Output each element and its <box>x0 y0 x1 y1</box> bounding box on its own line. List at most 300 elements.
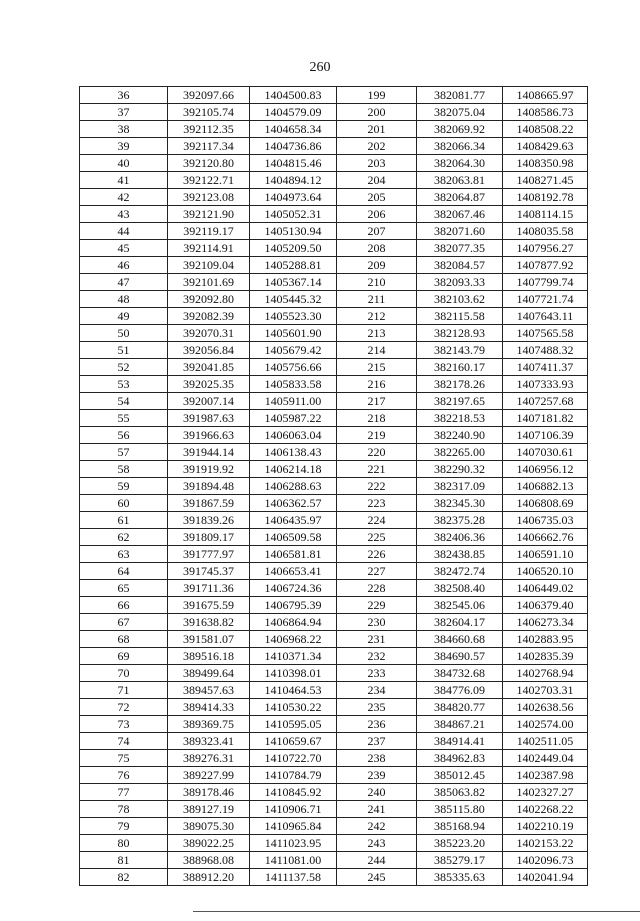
x-coordinate-left: 389457.63 <box>168 682 250 699</box>
point-number-right: 208 <box>337 240 417 257</box>
x-coordinate-right: 382317.09 <box>417 478 503 495</box>
x-coordinate-left: 392109.04 <box>168 257 250 274</box>
table-row <box>80 648 588 665</box>
x-coordinate-left: 392092.80 <box>168 291 250 308</box>
y-coordinate-left: 1410906.71 <box>250 801 337 818</box>
point-number-right: 224 <box>337 512 417 529</box>
point-number-left: 41 <box>80 172 168 189</box>
y-coordinate-right: 1408586.73 <box>503 104 588 121</box>
point-number-left: 53 <box>80 376 168 393</box>
y-coordinate-right: 1407721.74 <box>503 291 588 308</box>
y-coordinate-right: 1407799.74 <box>503 274 588 291</box>
y-coordinate-left: 1405756.66 <box>250 359 337 376</box>
y-coordinate-left: 1406138.43 <box>250 444 337 461</box>
point-number-right: 206 <box>337 206 417 223</box>
x-coordinate-left: 388968.08 <box>168 852 250 869</box>
point-number-right: 226 <box>337 546 417 563</box>
point-number-left: 44 <box>80 223 168 240</box>
y-coordinate-right: 1408350.98 <box>503 155 588 172</box>
y-coordinate-left: 1406653.41 <box>250 563 337 580</box>
y-coordinate-left: 1405445.32 <box>250 291 337 308</box>
y-coordinate-right: 1408429.63 <box>503 138 588 155</box>
point-number-right: 228 <box>337 580 417 597</box>
point-number-left: 66 <box>80 597 168 614</box>
x-coordinate-right: 382093.33 <box>417 274 503 291</box>
y-coordinate-left: 1406362.57 <box>250 495 337 512</box>
table-row <box>80 121 588 138</box>
x-coordinate-left: 389516.18 <box>168 648 250 665</box>
y-coordinate-left: 1410530.22 <box>250 699 337 716</box>
table-row <box>80 189 588 206</box>
x-coordinate-left: 391777.97 <box>168 546 250 563</box>
y-coordinate-right: 1402096.73 <box>503 852 588 869</box>
table-row <box>80 682 588 699</box>
x-coordinate-right: 382218.53 <box>417 410 503 427</box>
table-row <box>80 563 588 580</box>
point-number-right: 238 <box>337 750 417 767</box>
point-number-right: 239 <box>337 767 417 784</box>
y-coordinate-left: 1411081.00 <box>250 852 337 869</box>
y-coordinate-left: 1410595.05 <box>250 716 337 733</box>
y-coordinate-left: 1405911.00 <box>250 393 337 410</box>
table-row <box>80 87 588 104</box>
point-number-right: 201 <box>337 121 417 138</box>
point-number-left: 54 <box>80 393 168 410</box>
y-coordinate-left: 1404658.34 <box>250 121 337 138</box>
y-coordinate-right: 1402153.22 <box>503 835 588 852</box>
table-row <box>80 852 588 869</box>
table-row <box>80 546 588 563</box>
y-coordinate-left: 1405987.22 <box>250 410 337 427</box>
point-number-left: 37 <box>80 104 168 121</box>
y-coordinate-right: 1407488.32 <box>503 342 588 359</box>
y-coordinate-right: 1407565.58 <box>503 325 588 342</box>
point-number-right: 205 <box>337 189 417 206</box>
point-number-right: 231 <box>337 631 417 648</box>
point-number-left: 50 <box>80 325 168 342</box>
table-row <box>80 495 588 512</box>
x-coordinate-right: 382508.40 <box>417 580 503 597</box>
y-coordinate-right: 1408271.45 <box>503 172 588 189</box>
y-coordinate-right: 1402835.39 <box>503 648 588 665</box>
point-number-right: 227 <box>337 563 417 580</box>
x-coordinate-right: 382115.58 <box>417 308 503 325</box>
point-number-right: 199 <box>337 87 417 104</box>
x-coordinate-left: 391944.14 <box>168 444 250 461</box>
x-coordinate-right: 382066.34 <box>417 138 503 155</box>
y-coordinate-right: 1406379.40 <box>503 597 588 614</box>
x-coordinate-left: 391867.59 <box>168 495 250 512</box>
x-coordinate-left: 392105.74 <box>168 104 250 121</box>
y-coordinate-right: 1406449.02 <box>503 580 588 597</box>
point-number-left: 36 <box>80 87 168 104</box>
point-number-left: 60 <box>80 495 168 512</box>
y-coordinate-right: 1408114.15 <box>503 206 588 223</box>
point-number-left: 79 <box>80 818 168 835</box>
y-coordinate-left: 1406864.94 <box>250 614 337 631</box>
point-number-right: 219 <box>337 427 417 444</box>
y-coordinate-right: 1402703.31 <box>503 682 588 699</box>
y-coordinate-left: 1406968.22 <box>250 631 337 648</box>
y-coordinate-right: 1407106.39 <box>503 427 588 444</box>
x-coordinate-right: 382545.06 <box>417 597 503 614</box>
point-number-left: 42 <box>80 189 168 206</box>
y-coordinate-right: 1407956.27 <box>503 240 588 257</box>
x-coordinate-right: 382128.93 <box>417 325 503 342</box>
x-coordinate-left: 391809.17 <box>168 529 250 546</box>
table-row <box>80 699 588 716</box>
point-number-right: 225 <box>337 529 417 546</box>
point-number-right: 243 <box>337 835 417 852</box>
table-row <box>80 257 588 274</box>
point-number-left: 72 <box>80 699 168 716</box>
point-number-right: 215 <box>337 359 417 376</box>
y-coordinate-right: 1406735.03 <box>503 512 588 529</box>
table-row <box>80 223 588 240</box>
y-coordinate-left: 1405130.94 <box>250 223 337 240</box>
table-row <box>80 478 588 495</box>
x-coordinate-left: 389323.41 <box>168 733 250 750</box>
table-row <box>80 444 588 461</box>
x-coordinate-left: 392097.66 <box>168 87 250 104</box>
y-coordinate-right: 1402387.98 <box>503 767 588 784</box>
point-number-right: 241 <box>337 801 417 818</box>
y-coordinate-right: 1402574.00 <box>503 716 588 733</box>
point-number-left: 49 <box>80 308 168 325</box>
table-row <box>80 325 588 342</box>
point-number-left: 69 <box>80 648 168 665</box>
point-number-right: 203 <box>337 155 417 172</box>
table-row <box>80 733 588 750</box>
point-number-left: 39 <box>80 138 168 155</box>
table-row <box>80 835 588 852</box>
table-row <box>80 172 588 189</box>
y-coordinate-left: 1404894.12 <box>250 172 337 189</box>
y-coordinate-left: 1405601.90 <box>250 325 337 342</box>
x-coordinate-left: 391839.26 <box>168 512 250 529</box>
y-coordinate-left: 1406063.04 <box>250 427 337 444</box>
x-coordinate-left: 389369.75 <box>168 716 250 733</box>
x-coordinate-left: 389022.25 <box>168 835 250 852</box>
point-number-left: 51 <box>80 342 168 359</box>
y-coordinate-right: 1408035.58 <box>503 223 588 240</box>
y-coordinate-right: 1402511.05 <box>503 733 588 750</box>
point-number-right: 207 <box>337 223 417 240</box>
x-coordinate-left: 392117.34 <box>168 138 250 155</box>
y-coordinate-left: 1404973.64 <box>250 189 337 206</box>
y-coordinate-right: 1402327.27 <box>503 784 588 801</box>
point-number-right: 244 <box>337 852 417 869</box>
y-coordinate-left: 1410845.92 <box>250 784 337 801</box>
x-coordinate-left: 391919.92 <box>168 461 250 478</box>
y-coordinate-left: 1410398.01 <box>250 665 337 682</box>
point-number-left: 67 <box>80 614 168 631</box>
point-number-left: 45 <box>80 240 168 257</box>
point-number-right: 220 <box>337 444 417 461</box>
x-coordinate-right: 384732.68 <box>417 665 503 682</box>
x-coordinate-left: 391894.48 <box>168 478 250 495</box>
point-number-left: 52 <box>80 359 168 376</box>
point-number-right: 200 <box>337 104 417 121</box>
x-coordinate-left: 392056.84 <box>168 342 250 359</box>
table-row <box>80 206 588 223</box>
point-number-left: 73 <box>80 716 168 733</box>
y-coordinate-right: 1407181.82 <box>503 410 588 427</box>
x-coordinate-left: 391987.63 <box>168 410 250 427</box>
x-coordinate-right: 382063.81 <box>417 172 503 189</box>
bottom-rule <box>193 911 640 912</box>
y-coordinate-right: 1406591.10 <box>503 546 588 563</box>
x-coordinate-right: 382472.74 <box>417 563 503 580</box>
point-number-right: 234 <box>337 682 417 699</box>
x-coordinate-left: 389178.46 <box>168 784 250 801</box>
point-number-left: 43 <box>80 206 168 223</box>
x-coordinate-right: 382067.46 <box>417 206 503 223</box>
y-coordinate-right: 1406882.13 <box>503 478 588 495</box>
x-coordinate-left: 389499.64 <box>168 665 250 682</box>
x-coordinate-left: 391581.07 <box>168 631 250 648</box>
y-coordinate-right: 1408508.22 <box>503 121 588 138</box>
x-coordinate-left: 391966.63 <box>168 427 250 444</box>
x-coordinate-left: 388912.20 <box>168 869 250 886</box>
point-number-right: 223 <box>337 495 417 512</box>
point-number-left: 74 <box>80 733 168 750</box>
y-coordinate-right: 1402638.56 <box>503 699 588 716</box>
point-number-left: 64 <box>80 563 168 580</box>
x-coordinate-right: 382197.65 <box>417 393 503 410</box>
point-number-left: 59 <box>80 478 168 495</box>
point-number-left: 56 <box>80 427 168 444</box>
y-coordinate-left: 1406795.39 <box>250 597 337 614</box>
x-coordinate-left: 392119.17 <box>168 223 250 240</box>
x-coordinate-right: 382081.77 <box>417 87 503 104</box>
x-coordinate-right: 382290.32 <box>417 461 503 478</box>
y-coordinate-right: 1406662.76 <box>503 529 588 546</box>
y-coordinate-left: 1411023.95 <box>250 835 337 852</box>
x-coordinate-left: 392121.90 <box>168 206 250 223</box>
y-coordinate-left: 1405523.30 <box>250 308 337 325</box>
y-coordinate-left: 1410784.79 <box>250 767 337 784</box>
point-number-left: 76 <box>80 767 168 784</box>
table-row <box>80 716 588 733</box>
x-coordinate-left: 392070.31 <box>168 325 250 342</box>
table-row <box>80 818 588 835</box>
x-coordinate-left: 392025.35 <box>168 376 250 393</box>
y-coordinate-left: 1406724.36 <box>250 580 337 597</box>
table-row <box>80 291 588 308</box>
y-coordinate-left: 1405052.31 <box>250 206 337 223</box>
point-number-right: 242 <box>337 818 417 835</box>
x-coordinate-right: 384776.09 <box>417 682 503 699</box>
table-row <box>80 512 588 529</box>
point-number-left: 80 <box>80 835 168 852</box>
y-coordinate-left: 1404815.46 <box>250 155 337 172</box>
table-row <box>80 750 588 767</box>
x-coordinate-left: 389276.31 <box>168 750 250 767</box>
point-number-right: 221 <box>337 461 417 478</box>
table-row <box>80 308 588 325</box>
y-coordinate-left: 1404736.86 <box>250 138 337 155</box>
x-coordinate-right: 384820.77 <box>417 699 503 716</box>
x-coordinate-left: 391638.82 <box>168 614 250 631</box>
table-row <box>80 342 588 359</box>
point-number-right: 229 <box>337 597 417 614</box>
point-number-right: 236 <box>337 716 417 733</box>
x-coordinate-left: 389227.99 <box>168 767 250 784</box>
point-number-right: 217 <box>337 393 417 410</box>
point-number-left: 78 <box>80 801 168 818</box>
y-coordinate-right: 1402210.19 <box>503 818 588 835</box>
point-number-right: 233 <box>337 665 417 682</box>
table-row <box>80 410 588 427</box>
point-number-right: 216 <box>337 376 417 393</box>
table-row <box>80 461 588 478</box>
page-number: 260 <box>309 60 331 75</box>
y-coordinate-left: 1405288.81 <box>250 257 337 274</box>
x-coordinate-right: 382345.30 <box>417 495 503 512</box>
y-coordinate-left: 1410659.67 <box>250 733 337 750</box>
x-coordinate-left: 389414.33 <box>168 699 250 716</box>
point-number-right: 210 <box>337 274 417 291</box>
point-number-left: 58 <box>80 461 168 478</box>
table-row <box>80 138 588 155</box>
table-row <box>80 869 588 886</box>
x-coordinate-left: 391675.59 <box>168 597 250 614</box>
point-number-right: 232 <box>337 648 417 665</box>
x-coordinate-left: 392123.08 <box>168 189 250 206</box>
x-coordinate-right: 382160.17 <box>417 359 503 376</box>
point-number-left: 46 <box>80 257 168 274</box>
x-coordinate-right: 382438.85 <box>417 546 503 563</box>
point-number-right: 202 <box>337 138 417 155</box>
x-coordinate-right: 384867.21 <box>417 716 503 733</box>
y-coordinate-right: 1407030.61 <box>503 444 588 461</box>
table-body <box>80 87 588 886</box>
y-coordinate-left: 1404500.83 <box>250 87 337 104</box>
x-coordinate-right: 382084.57 <box>417 257 503 274</box>
table-row <box>80 376 588 393</box>
y-coordinate-right: 1406808.69 <box>503 495 588 512</box>
x-coordinate-right: 382064.30 <box>417 155 503 172</box>
x-coordinate-right: 385335.63 <box>417 869 503 886</box>
x-coordinate-right: 385168.94 <box>417 818 503 835</box>
point-number-right: 235 <box>337 699 417 716</box>
table-row <box>80 155 588 172</box>
x-coordinate-left: 389075.30 <box>168 818 250 835</box>
y-coordinate-left: 1410722.70 <box>250 750 337 767</box>
table-row <box>80 529 588 546</box>
coordinates-table <box>79 86 588 886</box>
x-coordinate-right: 382064.87 <box>417 189 503 206</box>
point-number-right: 245 <box>337 869 417 886</box>
x-coordinate-right: 382143.79 <box>417 342 503 359</box>
point-number-left: 40 <box>80 155 168 172</box>
point-number-left: 82 <box>80 869 168 886</box>
y-coordinate-right: 1407333.93 <box>503 376 588 393</box>
y-coordinate-left: 1405209.50 <box>250 240 337 257</box>
x-coordinate-right: 382240.90 <box>417 427 503 444</box>
point-number-left: 68 <box>80 631 168 648</box>
y-coordinate-left: 1406214.18 <box>250 461 337 478</box>
point-number-left: 77 <box>80 784 168 801</box>
x-coordinate-right: 385279.17 <box>417 852 503 869</box>
y-coordinate-right: 1408665.97 <box>503 87 588 104</box>
point-number-left: 70 <box>80 665 168 682</box>
point-number-left: 38 <box>80 121 168 138</box>
x-coordinate-left: 392112.35 <box>168 121 250 138</box>
x-coordinate-left: 392122.71 <box>168 172 250 189</box>
y-coordinate-left: 1411137.58 <box>250 869 337 886</box>
point-number-left: 55 <box>80 410 168 427</box>
y-coordinate-left: 1410464.53 <box>250 682 337 699</box>
y-coordinate-right: 1402449.04 <box>503 750 588 767</box>
point-number-left: 65 <box>80 580 168 597</box>
point-number-right: 218 <box>337 410 417 427</box>
y-coordinate-left: 1406509.58 <box>250 529 337 546</box>
point-number-left: 62 <box>80 529 168 546</box>
point-number-left: 61 <box>80 512 168 529</box>
table-row <box>80 393 588 410</box>
table-row <box>80 631 588 648</box>
table-row <box>80 104 588 121</box>
x-coordinate-left: 391745.37 <box>168 563 250 580</box>
table-row <box>80 614 588 631</box>
point-number-left: 63 <box>80 546 168 563</box>
x-coordinate-left: 392041.85 <box>168 359 250 376</box>
x-coordinate-left: 391711.36 <box>168 580 250 597</box>
point-number-left: 71 <box>80 682 168 699</box>
y-coordinate-right: 1402041.94 <box>503 869 588 886</box>
y-coordinate-right: 1407643.11 <box>503 308 588 325</box>
x-coordinate-left: 392101.69 <box>168 274 250 291</box>
y-coordinate-left: 1410965.84 <box>250 818 337 835</box>
x-coordinate-left: 392007.14 <box>168 393 250 410</box>
y-coordinate-right: 1402268.22 <box>503 801 588 818</box>
point-number-right: 204 <box>337 172 417 189</box>
point-number-left: 48 <box>80 291 168 308</box>
x-coordinate-left: 392120.80 <box>168 155 250 172</box>
point-number-right: 230 <box>337 614 417 631</box>
x-coordinate-right: 384914.41 <box>417 733 503 750</box>
table-row <box>80 801 588 818</box>
y-coordinate-right: 1406520.10 <box>503 563 588 580</box>
table-row <box>80 767 588 784</box>
table-row <box>80 784 588 801</box>
table-row <box>80 359 588 376</box>
y-coordinate-right: 1407257.68 <box>503 393 588 410</box>
point-number-left: 81 <box>80 852 168 869</box>
point-number-right: 222 <box>337 478 417 495</box>
table-row <box>80 240 588 257</box>
point-number-right: 209 <box>337 257 417 274</box>
y-coordinate-right: 1407411.37 <box>503 359 588 376</box>
x-coordinate-right: 382077.35 <box>417 240 503 257</box>
x-coordinate-right: 384690.57 <box>417 648 503 665</box>
x-coordinate-right: 385115.80 <box>417 801 503 818</box>
y-coordinate-left: 1404579.09 <box>250 104 337 121</box>
x-coordinate-right: 384660.68 <box>417 631 503 648</box>
x-coordinate-right: 382265.00 <box>417 444 503 461</box>
point-number-right: 212 <box>337 308 417 325</box>
x-coordinate-right: 382075.04 <box>417 104 503 121</box>
y-coordinate-left: 1405833.58 <box>250 376 337 393</box>
table-row <box>80 274 588 291</box>
x-coordinate-right: 385063.82 <box>417 784 503 801</box>
point-number-left: 57 <box>80 444 168 461</box>
y-coordinate-left: 1410371.34 <box>250 648 337 665</box>
table-row <box>80 597 588 614</box>
point-number-right: 214 <box>337 342 417 359</box>
